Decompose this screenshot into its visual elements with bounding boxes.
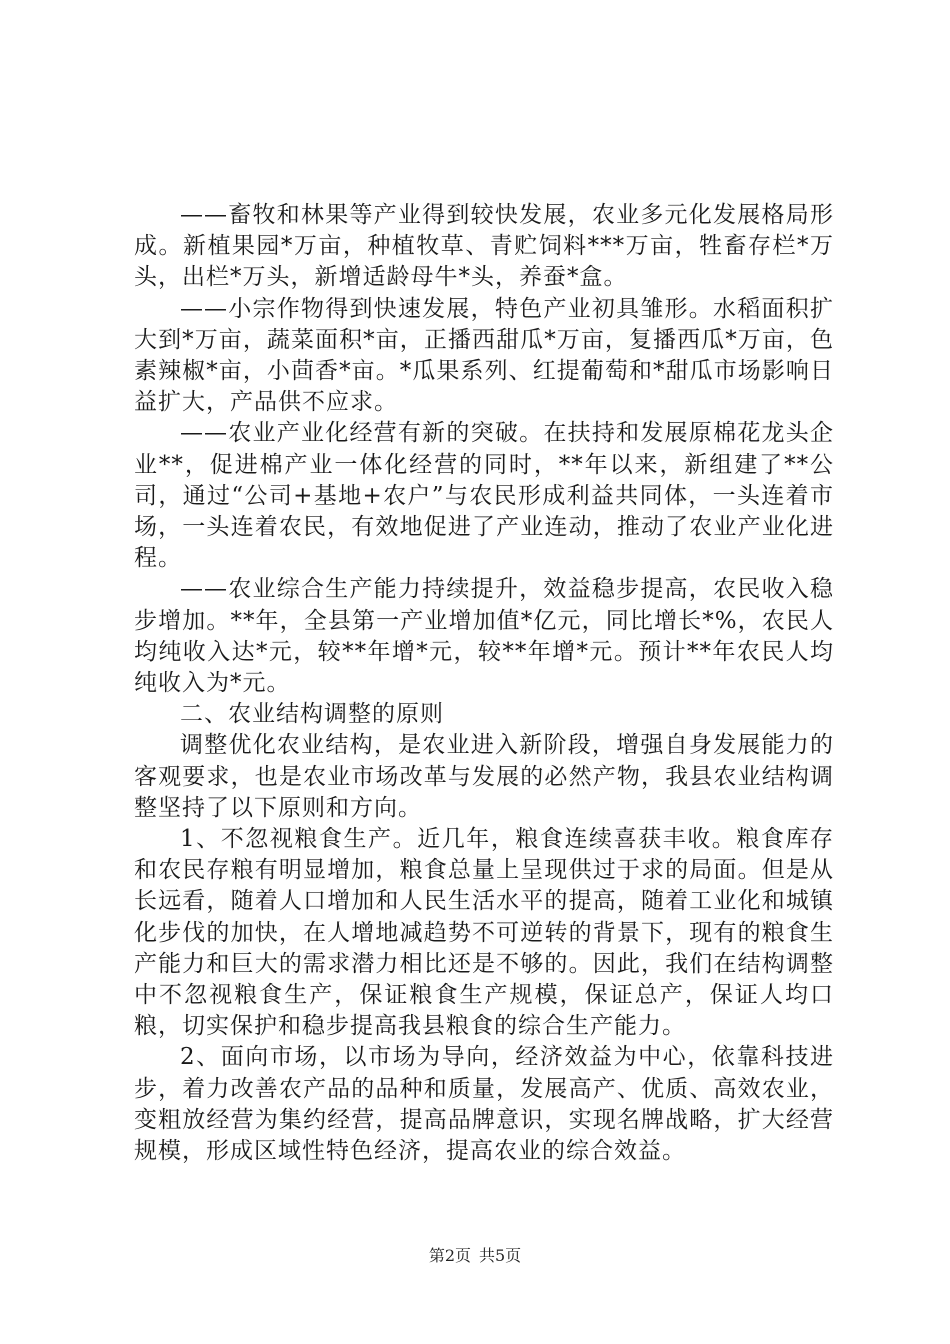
paragraph-structure-intro: 调整优化农业结构，是农业进入新阶段，增强自身发展能力的客观要求，也是农业市场改革与发展的必然产物，我县农业结构调整坚持了以下原则和方向。 <box>134 732 834 821</box>
paragraph-production-capacity: ——农业综合生产能力持续提升，效益稳步提高，农民收入稳步增加。**年，全县第一产业增加值*亿元，同比增长*%，农民人均纯收入达*元，较**年增*元，较**年增*元。预计**年农民人均纯收入为*元。 <box>134 576 834 697</box>
page-number-total: 共5页 <box>479 1246 522 1265</box>
section-heading-principles: 二、农业结构调整的原则 <box>180 701 444 728</box>
paragraph-livestock-forestry: ——畜牧和林果等产业得到较快发展，农业多元化发展格局形成。新植果园*万亩，种植牧草、青贮饲料***万亩，牲畜存栏*万头，出栏*万头，新增适龄母牛*头，养蚕*盒。 <box>134 202 834 291</box>
paragraph-industrialization: ——农业产业化经营有新的突破。在扶持和发展原棉花龙头企业**，促进棉产业一体化经营的同时，**年以来，新组建了**公司，通过“公司+基地+农户”与农民形成利益共同体，一头连着市场，一头连着农民，有效地促进了产业连动，推动了农业产业化进程。 <box>134 420 834 572</box>
paragraph-minor-crops: ——小宗作物得到快速发展，特色产业初具雏形。水稻面积扩大到*万亩，蔬菜面积*亩，正播西甜瓜*万亩，复播西瓜*万亩，色素辣椒*亩，小茴香*亩。*瓜果系列、红提葡萄和*甜瓜市场影响日益扩大，产品供不应求。 <box>134 295 834 416</box>
paragraph-principle-grain: 1、不忽视粮食生产。近几年，粮食连续喜获丰收。粮食库存和农民存粮有明显增加，粮食总量上呈现供过于求的局面。但是从长远看，随着人口增加和人民生活水平的提高，随着工业化和城镇化步伐的加快，在人增地减趋势不可逆转的背景下，现有的粮食生产能力和巨大的需求潜力相比还是不够的。因此，我们在结构调整中不忽视粮食生产，保证粮食生产规模，保证总产，保证人均口粮，切实保护和稳步提高我县粮食的综合生产能力。 <box>134 826 834 1040</box>
page-number-current: 第2页 <box>428 1246 471 1265</box>
paragraph-principle-market: 2、面向市场，以市场为导向，经济效益为中心，依靠科技进步，着力改善农产品的品种和质量，发展高产、优质、高效农业，变粗放经营为集约经营，提高品牌意识，实现名牌战略，扩大经营规模，形成区域性特色经济，提高农业的综合效益。 <box>134 1044 834 1165</box>
document-body <box>134 200 834 1167</box>
page-footer <box>0 1243 950 1266</box>
